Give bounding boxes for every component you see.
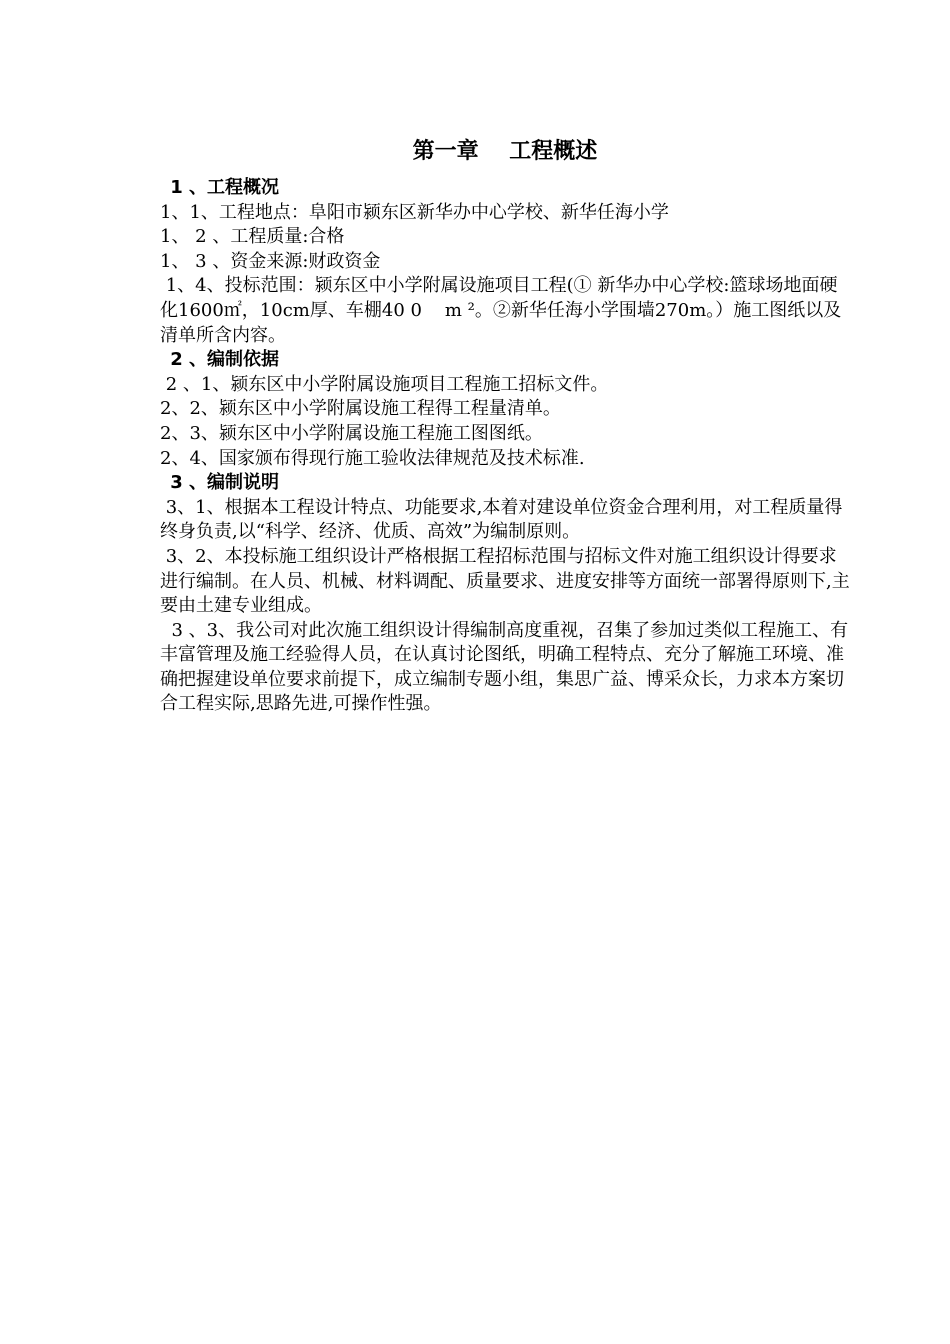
section-overview [160, 176, 850, 348]
section-heading: 1 、工程概况 [164, 177, 280, 198]
paragraph-basis-item: 2、4、国家颁布得现行施工验收法律规范及技术标准. [160, 447, 585, 469]
paragraph-note: 3、1、根据本工程设计特点、功能要求,本着对建设单位资金合理利用，对工程质量得终身负责,以“科学、经济、优质、高效”为编制原则。 [160, 496, 843, 543]
paragraph-funding-source: 1、 3 、资金来源:财政资金 [160, 250, 381, 272]
section-heading: 2 、编制依据 [164, 349, 280, 371]
paragraph-basis-item: 2 、1、颍东区中小学附属设施项目工程施工招标文件。 [160, 373, 609, 395]
paragraph-basis-item: 2、2、颍东区中小学附属设施工程得工程量清单。 [160, 398, 561, 420]
paragraph-note: 3、2、本投标施工组织设计严格根据工程招标范围与招标文件对施工组织设计得要求进行编制。在人员、机械、材料调配、质量要求、进度安排等方面统一部署得原则下,主要由土建专业组成。 [160, 545, 850, 617]
section-heading: 3 、编制说明 [164, 472, 280, 494]
paragraph-project-quality: 1、 2 、工程质量:合格 [160, 226, 345, 248]
section-basis [160, 348, 850, 471]
paragraph-bid-scope: 1、4、投标范围：颍东区中小学附属设施项目工程(① 新华办中心学校:篮球场地面硬化1600㎡，10cm厚、车棚40 0 m ²。②新华任海小学围墙270m。）施工图纸以及清单所含内容。 [160, 275, 842, 346]
paragraph-basis-item: 2、3、颍东区中小学附属设施工程施工图图纸。 [160, 422, 543, 444]
chapter-title: 第一章 工程概述 [412, 139, 598, 164]
paragraph-note: 3 、3、我公司对此次施工组织设计得编制高度重视，召集了参加过类似工程施工、有丰富管理及施工经验得人员，在认真讨论图纸，明确工程特点、充分了解施工环境、准确把握建设单位要求前提下，成立编制专题小组，集思广益、博采众长，力求本方案切合工程实际,思路先进,可操作性强。 [160, 619, 849, 715]
section-notes [160, 471, 850, 717]
paragraph-project-location: 1、1、工程地点：阜阳市颍东区新华办中心学校、新华任海小学 [160, 201, 669, 223]
document-body [160, 134, 850, 717]
